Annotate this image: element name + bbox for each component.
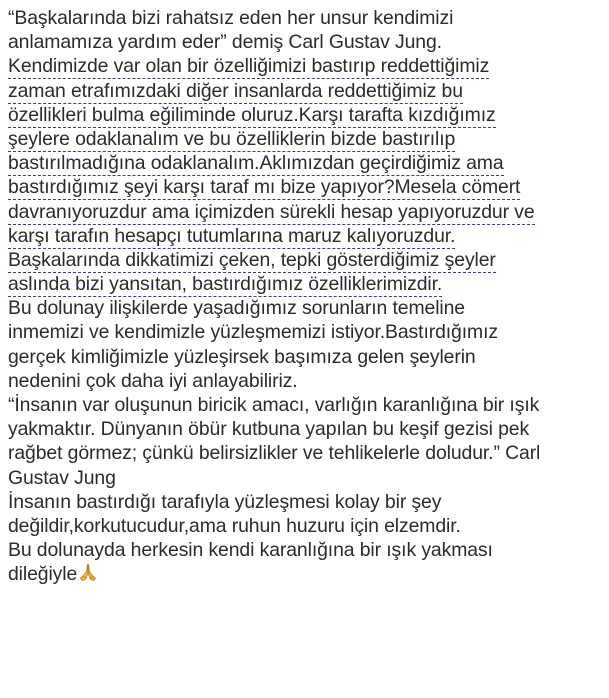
text-line: İnsanın bastırdığı tarafıyla yüzleşmesi kolay bir şey — [8, 490, 442, 513]
note-text — [8, 6, 604, 587]
underlined-text-line: şeylere odaklanalım ve bu özelliklerin bizde bastırılıp — [8, 127, 456, 150]
underlined-text-line: zaman etrafımızdaki diğer insanlarda reddettiğimiz bu — [8, 79, 463, 102]
text-line: Gustav Jung — [8, 466, 116, 489]
text-line: rağbet görmez; çünkü belirsizlikler ve tehlikelerle doludur.” Carl — [8, 442, 541, 465]
text-line: “Başkalarında bizi rahatsız eden her unsur kendimizi — [8, 7, 454, 29]
underlined-text-line: davranıyoruzdur ama içimizden sürekli hesap yapıyoruzdur ve — [8, 200, 535, 223]
underlined-text-line: Başkalarında dikkatimizi çeken, tepki gösterdiğimiz şeyler — [8, 248, 496, 271]
underlined-text-line: aslında bizi yansıtan, bastırdığımız özelliklerimizdir. — [8, 273, 443, 296]
underlined-text-line: bastırılmadığına odaklanalım.Aklımızdan geçirdiğimiz ama — [8, 152, 504, 175]
text-line: inmemizi ve kendimizle yüzleşmemizi istiyor.Bastırdığımız — [8, 321, 498, 344]
underlined-text-line: özellikleri bulma eğiliminde oluruz.Karşı tarafta kızdığımız — [8, 103, 496, 126]
praying-hands-icon — [78, 562, 98, 588]
text-line: Bu dolunayda herkesin kendi karanlığına bir ışık yakması — [8, 539, 493, 562]
underlined-text-line: karşı tarafın hesapçı tutumlarına maruz kalıyoruzdur. — [8, 224, 456, 247]
text-line: dileğiyle — [8, 562, 604, 586]
text-line: gerçek kimliğimizle yüzleşirsek başımıza gelen şeylerin — [8, 345, 476, 368]
text-line: değildir,korkutucudur,ama ruhun huzuru için elzemdir. — [8, 514, 461, 537]
text-line: “İnsanın var oluşunun biricik amacı, varlığın karanlığına bir ışık — [8, 394, 540, 416]
underlined-text-line: bastırdığımız şeyi karşı taraf mı bize yapıyor?Mesela cömert — [8, 176, 521, 199]
text-line: anlamamıza yardım eder” demiş Carl Gustav Jung. — [8, 31, 442, 54]
text-line: nedenini çok daha iyi anlayabiliriz. — [8, 369, 298, 392]
text-line: Bu dolunay ilişkilerde yaşadığımız sorunların temeline — [8, 297, 465, 320]
text-line: yakmaktır. Dünyanın öbür kutbuna yapılan bu keşif gezisi pek — [8, 418, 530, 441]
underlined-text-line: Kendimizde var olan bir özelliğimizi bastırıp reddettiğimiz — [8, 55, 490, 78]
